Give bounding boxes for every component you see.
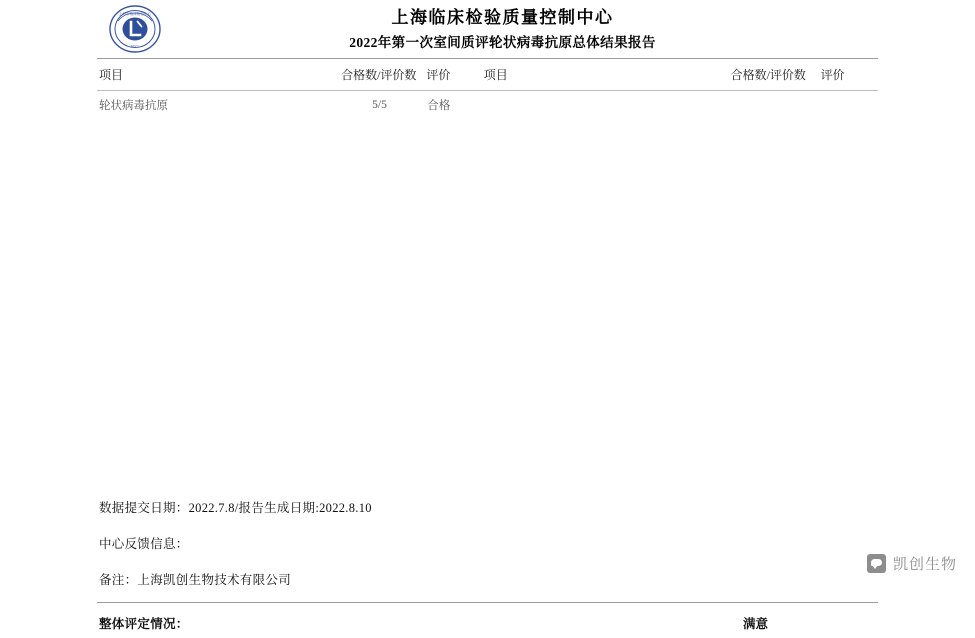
remark-line: 备注：上海凯创生物技术有限公司 <box>99 573 292 587</box>
column-header-evaluation-1: 评价 <box>426 68 451 82</box>
column-header-item-1: 项目 <box>99 68 124 82</box>
organization-logo-icon <box>107 4 163 54</box>
organization-title: 上海临床检验质量控制中心 <box>391 8 614 27</box>
column-header-pass-total-1: 合格数/评价数 <box>341 68 417 82</box>
cell-pass-total-2 <box>717 91 821 119</box>
results-body-table <box>97 91 878 119</box>
cell-evaluation-2 <box>821 91 878 119</box>
watermark <box>867 553 957 574</box>
table-row <box>97 91 878 119</box>
results-body-wrap <box>97 91 878 119</box>
report-title: 2022年第一次室间质评轮状病毒抗原总体结果报告 <box>349 35 656 50</box>
svg-text:上海市临床检验中心: 上海市临床检验中心 <box>118 12 152 16</box>
report-header <box>0 0 975 58</box>
table-header-row <box>97 59 878 90</box>
blank-content-area <box>0 119 975 489</box>
overall-assessment-row <box>97 603 878 638</box>
column-header-evaluation-2: 评价 <box>820 68 845 82</box>
cell-item-1: 轮状病毒抗原 <box>99 100 168 112</box>
submission-date-line: 数据提交日期：2022.7.8/报告生成日期:2022.8.10 <box>99 501 372 515</box>
results-table <box>97 59 878 90</box>
cell-evaluation-1: 合格 <box>427 100 451 112</box>
column-header-item-2: 项目 <box>483 68 508 82</box>
overall-assessment-value: 满意 <box>742 617 768 631</box>
cell-pass-total-1: 5/5 <box>372 99 387 111</box>
svg-text:SCCL: SCCL <box>130 44 140 49</box>
watermark-label: 凯创生物 <box>892 556 957 573</box>
column-header-pass-total-2: 合格数/评价数 <box>730 68 806 82</box>
footer-info-block <box>97 489 878 602</box>
results-table-wrap <box>97 59 878 90</box>
center-feedback-line: 中心反馈信息： <box>99 537 189 551</box>
wechat-official-account-icon <box>867 554 886 573</box>
cell-item-2 <box>485 91 717 119</box>
overall-assessment-label: 整体评定情况： <box>99 617 189 631</box>
